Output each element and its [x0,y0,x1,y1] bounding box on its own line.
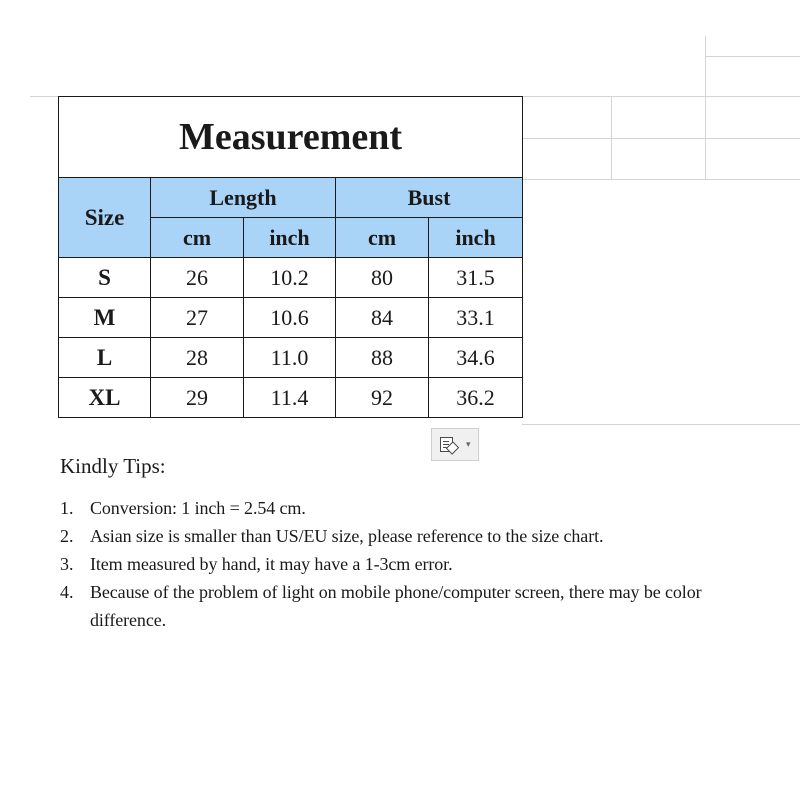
length-cm-cell[interactable]: 28 [151,338,244,378]
size-cell[interactable]: M [59,298,151,338]
table-row [59,258,523,298]
list-item-text: Because of the problem of light on mobile phone/computer screen, there may be color difference. [90,582,702,630]
bust-cm-cell[interactable]: 80 [336,258,429,298]
list-item-text: Conversion: 1 inch = 2.54 cm. [90,498,306,518]
gridline [522,179,800,180]
gridline [522,96,800,97]
bust-cm-cell[interactable]: 84 [336,298,429,338]
length-cm-cell[interactable]: 27 [151,298,244,338]
list-item-text: Asian size is smaller than US/EU size, please reference to the size chart. [90,526,604,546]
gridline [522,138,800,139]
list-item [60,494,780,522]
list-item-number: 3. [60,554,74,574]
length-inch-cell[interactable]: 10.6 [244,298,336,338]
tips-list [60,494,780,634]
list-item [60,550,780,578]
length-cm-cell[interactable]: 29 [151,378,244,418]
bust-inch-cell[interactable]: 36.2 [429,378,523,418]
unit-header[interactable]: cm [151,218,244,258]
bust-inch-cell[interactable]: 33.1 [429,298,523,338]
length-inch-cell[interactable]: 10.2 [244,258,336,298]
unit-header[interactable]: inch [244,218,336,258]
list-item [60,578,780,634]
table-row [59,378,523,418]
gridline [611,96,612,180]
size-table [58,96,523,418]
gridline [30,96,58,97]
table-title[interactable]: Measurement [59,97,523,178]
unit-header[interactable]: cm [336,218,429,258]
paste-options-button[interactable] [431,428,479,461]
list-item-text: Item measured by hand, it may have a 1-3cm error. [90,554,453,574]
bust-inch-cell[interactable]: 31.5 [429,258,523,298]
bust-inch-cell[interactable]: 34.6 [429,338,523,378]
bust-cm-cell[interactable]: 92 [336,378,429,418]
chevron-down-icon: ▾ [466,440,471,450]
table-row [59,298,523,338]
gridline [705,36,706,180]
length-inch-cell[interactable]: 11.4 [244,378,336,418]
title-row [59,97,523,178]
size-cell[interactable]: XL [59,378,151,418]
bust-cm-cell[interactable]: 88 [336,338,429,378]
gridline [705,56,800,57]
list-item-number: 1. [60,498,74,518]
table-row [59,338,523,378]
size-cell[interactable]: L [59,338,151,378]
gridline [522,424,800,425]
size-header[interactable]: Size [59,178,151,258]
tips-heading: Kindly Tips: [60,454,166,478]
list-item-number: 2. [60,526,74,546]
list-item-number: 4. [60,582,74,602]
bust-header[interactable]: Bust [336,178,523,218]
length-cm-cell[interactable]: 26 [151,258,244,298]
unit-header[interactable]: inch [429,218,523,258]
length-header[interactable]: Length [151,178,336,218]
length-inch-cell[interactable]: 11.0 [244,338,336,378]
list-item [60,522,780,550]
group-header-row [59,178,523,218]
size-cell[interactable]: S [59,258,151,298]
